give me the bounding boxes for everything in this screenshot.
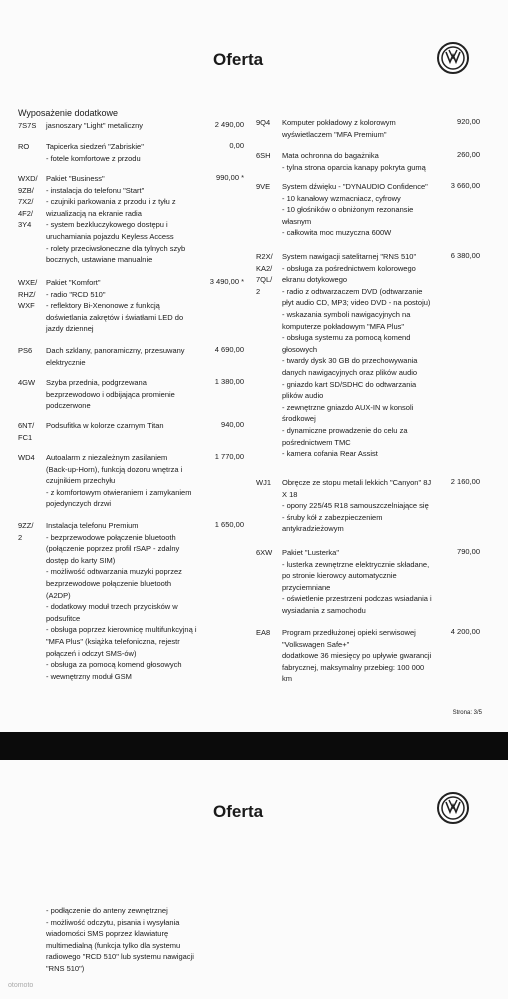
vw-logo-icon xyxy=(437,792,469,824)
vw-logo-icon xyxy=(437,42,469,74)
item-price: 6 380,00 xyxy=(450,251,480,260)
item-price: 1 770,00 xyxy=(214,452,244,461)
item-price: 2 160,00 xyxy=(450,477,480,486)
item-code: 9Q4 xyxy=(256,118,271,127)
item-price: 1 650,00 xyxy=(214,520,244,529)
item-description: System dźwięku - "DYNAUDIO Confidence" - 10 kanałowy wzmacniacz, cyfrowy - 10 głośników o obniżonym rezonansie własnym - całkowita moc muzyczna 600W xyxy=(282,182,428,238)
item-code: WXE/ RHZ/ WXF xyxy=(18,278,38,311)
item-description: Komputer pokładowy z kolorowym wyświetlaczem "MFA Premium" xyxy=(282,118,396,139)
item-code: 6NT/ FC1 xyxy=(18,421,35,442)
item-price: 3 660,00 xyxy=(450,181,480,190)
page-title: Oferta xyxy=(213,50,264,69)
item-code: WJ1 xyxy=(256,478,271,487)
offer-page-4 xyxy=(0,760,508,999)
item-price: 0,00 xyxy=(229,141,244,150)
item-code: R2X/ KA2/ 7QL/ 2 xyxy=(256,252,273,296)
item-description: Program przedłużonej opieki serwisowej "Volkswagen Safe+" dodatkowe 36 miesięcy po upływie gwarancji fabrycznej, maksymalny przebieg: 100 000 km xyxy=(282,628,432,684)
item-code: WD4 xyxy=(18,453,35,462)
continued-description: - podłączenie do anteny zewnętrznej - możliwość odczytu, pisania i wysyłania wiadomości SMS poprzez klawiaturę multimedialną (funkcja tylko dla systemu radiowego "RCD 510" lub systemu nawigacji "RNS 510") xyxy=(46,906,194,973)
item-price: 990,00 * xyxy=(216,173,244,182)
item-price: 260,00 xyxy=(457,150,480,159)
item-code: RO xyxy=(18,142,30,151)
item-description: Mata ochronna do bagażnika - tylna strona oparcia kanapy pokryta gumą xyxy=(282,151,426,172)
item-description: jasnoszary "Light" metaliczny xyxy=(46,121,144,130)
item-description: Autoalarm z niezależnym zasilaniem (Back-up-Horn), funkcją dozoru wnętrza i czujnikiem przechyłu - z komfortowym otwieraniem i zamykaniem pojedynczych drzwi xyxy=(46,453,192,509)
item-description: Obręcze ze stopu metali lekkich "Canyon" 8J X 18 - opony 225/45 R18 samouszczelniające się - śruby kół z zabezpieczeniem antykradzieżowym xyxy=(282,478,432,534)
item-code: 4GW xyxy=(18,378,36,387)
page-separator xyxy=(0,732,508,760)
item-description: System nawigacji satelitarnej "RNS 510" - obsługa za pośrednictwem kolorowego ekranu dotykowego - radio z odtwarzaczem DVD (odtwarzanie płyt audio CD, MP3; video DVD - na postoju) - wskazania symboli nawigacyjnych na komputerze pokładowym "MFA Plus" - obsługa systemu za pomocą komend głosowych - twardy dysk 30 GB do przechowywania danych nawigacyjnych oraz plików audio - gniazdo kart SD/SDHC do odtwarzania plików audio - zewnętrzne gniazdo AUX-IN w konsoli środkowej - dynamiczne prowadzenie do celu za pośrednictwem TMC - kamera cofania Rear Assist xyxy=(282,252,431,459)
item-description: Instalacja telefonu Premium - bezprzewodowe połączenie bluetooth (połączenie poprzez profil rSAP - zdalny dostęp do karty SIM) - możliwość odtwarzania muzyki poprzez bezprzewodowe połączenie bluetooth (A2DP) - dodatkowy moduł trzech przycisków w podsufitce - obsługa poprzez kierownicę multifunkcyjną i "MFA Plus" (książka telefoniczna, rejestr połączeń i odczyt SMS-ów) - obsługa za pomocą komend głosowych - wewnętrzny moduł GSM xyxy=(46,521,197,681)
item-description: Pakiet "Lusterka" - lusterka zewnętrzne elektrycznie składane, po stronie kierowcy automatycznie przyciemniane - oświetlenie przestrzeni podczas wsiadania i wysiadania z samochodu xyxy=(282,548,432,615)
item-price: 790,00 xyxy=(457,547,480,556)
item-code: 9VE xyxy=(256,182,271,191)
item-price: 3 490,00 * xyxy=(209,277,244,286)
item-price: 1 380,00 xyxy=(214,377,244,386)
item-description: Podsufitka w kolorze czarnym Titan xyxy=(46,421,164,430)
item-code: 7S7S xyxy=(18,121,37,130)
item-code: PS6 xyxy=(18,346,33,355)
item-price: 4 200,00 xyxy=(450,627,480,636)
page-title: Oferta xyxy=(213,802,264,821)
section-heading: Wyposażenie dodatkowe xyxy=(18,108,118,118)
item-description: Tapicerka siedzeń "Zabriskie" - fotele komfortowe z przodu xyxy=(46,142,144,163)
item-code: 6XW xyxy=(256,548,273,557)
item-price: 4 690,00 xyxy=(214,345,244,354)
item-price: 940,00 xyxy=(221,420,244,429)
page-number: Strona: 3/5 xyxy=(452,710,482,716)
item-code: 9ZZ/ 2 xyxy=(18,521,34,542)
item-price: 2 490,00 xyxy=(214,120,244,129)
item-description: Pakiet "Komfort" - radio "RCD 510" - reflektory Bi-Xenonowe z funkcją doświetlania zakrętów i światłami LED do jazdy dziennej xyxy=(46,278,184,334)
item-description: Szyba przednia, podgrzewana bezprzewodowo i odbijająca promienie podczerwone xyxy=(46,378,175,411)
item-description: Dach szklany, panoramiczny, przesuwany elektrycznie xyxy=(46,346,185,367)
watermark: otomoto xyxy=(8,982,34,989)
item-price: 920,00 xyxy=(457,117,480,126)
item-code: 6SH xyxy=(256,151,271,160)
item-description: Pakiet "Business" - instalacja do telefonu "Start" - czujniki parkowania z przodu i z tyłu z wizualizacją na ekranie radia - system bezkluczykowego dostępu i uruchamiania pojazdu Keyless Access - rolety przeciwsłoneczne dla tylnych szyb bocznych, ustawiane manualnie xyxy=(46,174,186,265)
item-code: EA8 xyxy=(256,628,271,637)
item-code: WXD/ 9ZB/ 7X2/ 4F2/ 3Y4 xyxy=(18,174,38,230)
